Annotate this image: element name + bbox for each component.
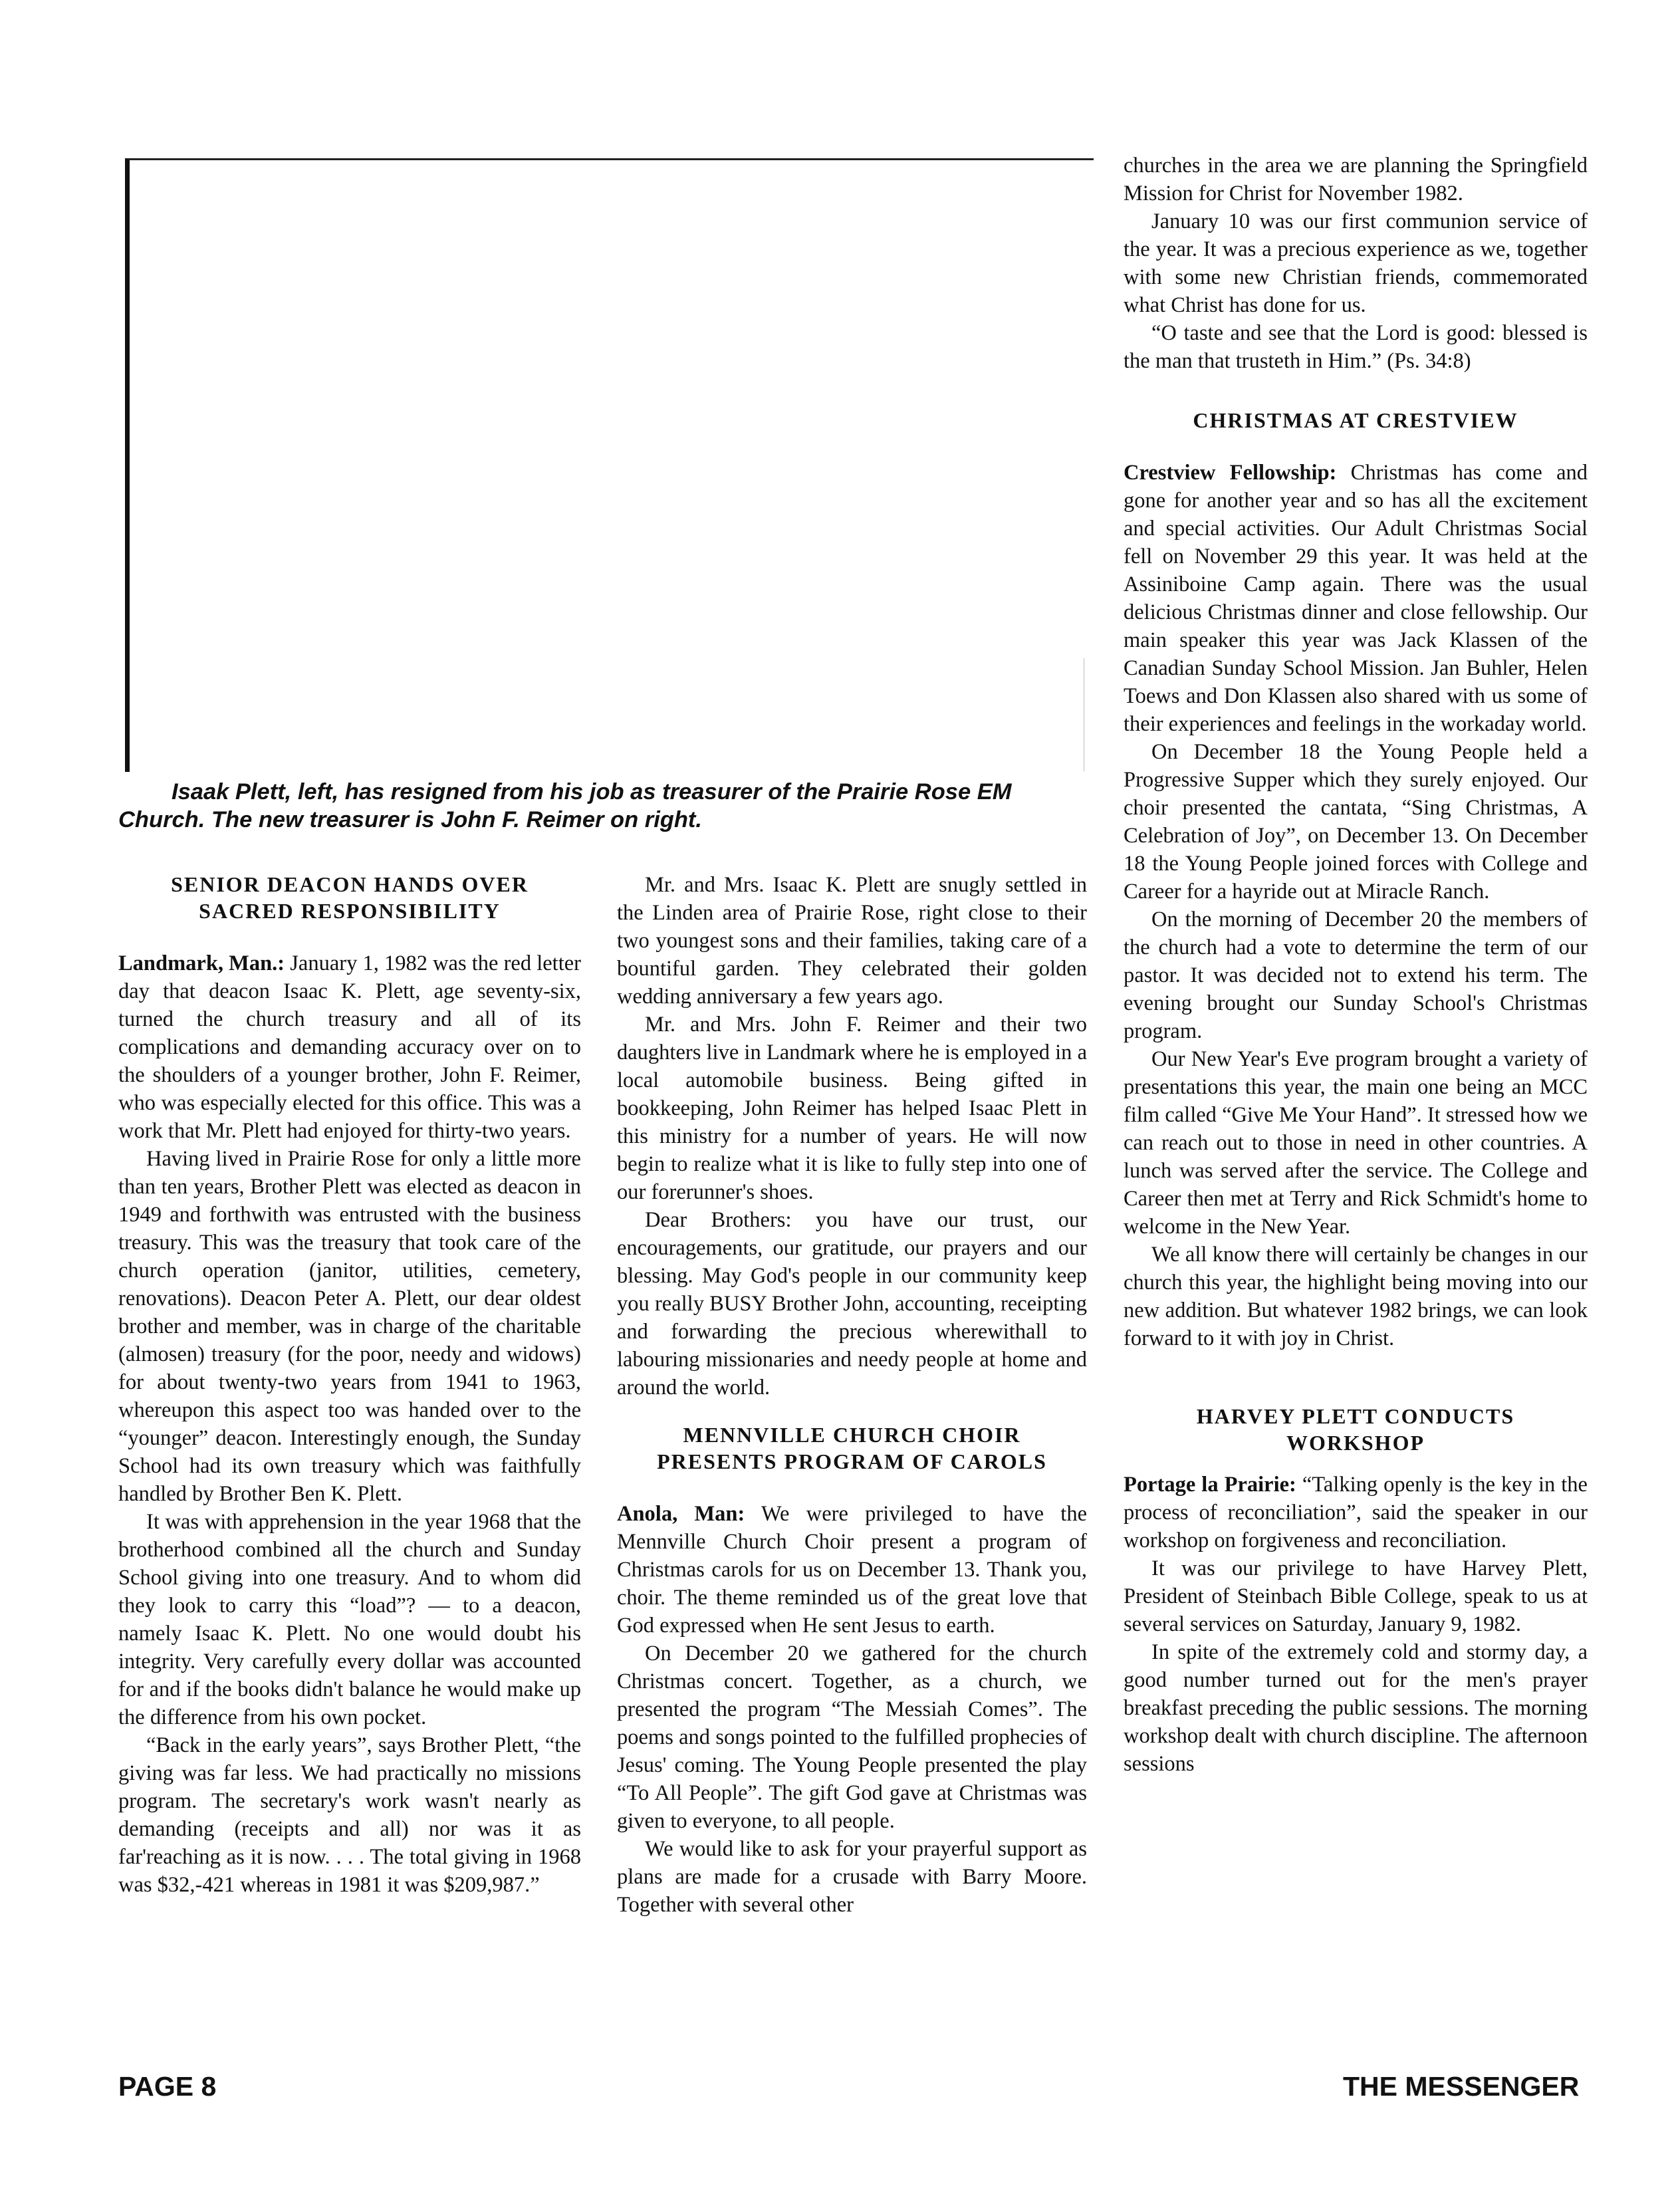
mennville-p1: Anola, Man: We were privileged to have the Mennville Church Choir present a program of Christmas carols for us on December 13. Thank you, choir. The theme reminded us of the great love that God expressed when He sent Jesus to earth.	[617, 1502, 1087, 1638]
senior-deacon-p7: Dear Brothers: you have our trust, our encouragements, our gratitude, our prayers and our blessing. May God's people in our community keep you really BUSY Brother John, accounting, receipting and forwarding the precious wherewithall to labouring missionaries and needy people at home and around the world.	[617, 1208, 1087, 1400]
crestview-p2: On December 18 the Young People held a Progressive Supper which they surely enjoyed. Our choir presented the cantata, “Sing Christmas, A Celebration of Joy”, on December 13. On December 18 the Young People joined forces with College and Career for a hayride out at Miracle Ranch.	[1124, 740, 1588, 904]
photo-frame	[125, 158, 1094, 772]
harvey-p1: Portage la Prairie: “Talking openly is the key in the process of reconciliation”, said the speaker in our workshop on forgiveness and reconciliation.	[1124, 1473, 1588, 1552]
senior-deacon-p3: It was with apprehension in the year 1968 that the brotherhood combined all the church and Sunday School giving into one treasury. And to whom did they look to carry this “load”? — to a deacon, namely Isaac K. Plett. No one would doubt his integrity. Very carefully every dollar was accounted for and if the books didn't balance he would make up the difference from his own pocket.	[118, 1510, 581, 1729]
crestview-title: CHRISTMAS AT CRESTVIEW	[1193, 408, 1518, 432]
senior-deacon-p2: Having lived in Prairie Rose for only a little more than ten years, Brother Plett was elected as deacon in 1949 and forthwith was entrusted with the business treasury. This was the treasury that took care of the church operation (janitor, utilities, cemetery, renovations). Deacon Peter A. Plett, our dear oldest brother and member, was in charge of the charitable (almosen) treasury (for the poor, needy and widows) for about twenty-two years from 1941 to 1963, whereupon this aspect too was handed over to the “younger” deacon. Interestingly enough, the Sunday School had its own treasury which was faithfully handled by Brother Ben K. Plett.	[118, 1147, 581, 1506]
senior-deacon-title: SENIOR DEACON HANDS OVER SACRED RESPONSIBILITY	[171, 872, 529, 923]
crestview-p3: On the morning of December 20 the members of the church had a vote to determine the term of our pastor. It was decided not to extend his term. The evening brought our Sunday School's Christmas program.	[1124, 908, 1588, 1043]
crestview-p4: Our New Year's Eve program brought a variety of presentations this year, the main one being an MCC film called “Give Me Your Hand”. It stressed how we can reach out to those in need in other countries. A lunch was served after the service. The College and Career then met at Terry and Rick Schmidt's home to welcome in the New Year.	[1124, 1047, 1588, 1239]
caption-line-1: Isaak Plett, left, has resigned from his job as treasurer of the Prairie Rose EM	[172, 779, 1012, 804]
caption-line-2: Church. The new treasurer is John F. Reimer on right.	[118, 807, 702, 832]
crestview-p5: We all know there will certainly be changes in our church this year, the highlight being moving into our new addition. But whatever 1982 brings, we can look forward to it with joy in Christ.	[1124, 1243, 1588, 1350]
senior-deacon-p6: Mr. and Mrs. John F. Reimer and their two daughters live in Landmark where he is employed in a local automobile business. Being gifted in bookkeeping, John Reimer has helped Isaac Plett in this ministry for a number of years. He will now begin to realize what it is like to fully step into one of our forerunner's shoes.	[617, 1013, 1087, 1204]
harvey-p3: In spite of the extremely cold and stormy day, a good number turned out for the men's prayer breakfast preceding the public sessions. The morning workshop dealt with church discipline. The afternoon sessions	[1124, 1640, 1588, 1776]
mennville-title: MENNVILLE CHURCH CHOIR PRESENTS PROGRAM OF CAROLS	[657, 1423, 1047, 1473]
senior-deacon-p1: Landmark, Man.: January 1, 1982 was the red letter day that deacon Isaac K. Plett, age seventy-six, turned the church treasury and all of its complications and demanding accuracy over on to the shoulders of a younger brother, John F. Reimer, who was especially elected for this office. This was a work that Mr. Plett had enjoyed for thirty-two years.	[118, 951, 581, 1143]
page-number: PAGE 8	[118, 2071, 217, 2102]
column-2	[617, 871, 1087, 1919]
mennville-p6: “O taste and see that the Lord is good: blessed is the man that trusteth in Him.” (Ps. 34:8)	[1124, 321, 1588, 373]
column-1	[118, 871, 581, 1899]
harvey-title: HARVEY PLETT CONDUCTS WORKSHOP	[1196, 1404, 1515, 1455]
publication-name: THE MESSENGER	[1343, 2071, 1580, 2102]
mennville-p3: We would like to ask for your prayerful support as plans are made for a crusade with Barry Moore. Together with several other	[617, 1837, 1087, 1917]
senior-deacon-p5: Mr. and Mrs. Isaac K. Plett are snugly settled in the Linden area of Prairie Rose, right close to their two youngest sons and their families, taking care of a bountiful garden. They celebrated their golden wedding anniversary a few years ago.	[617, 873, 1087, 1009]
photo-caption	[118, 778, 1096, 834]
mennville-p4: churches in the area we are planning the Springfield Mission for Christ for November 1982.	[1124, 154, 1588, 205]
crestview-p1: Crestview Fellowship: Christmas has come and gone for another year and so has all the excitement and special activities. Our Adult Christmas Social fell on November 29 this year. It was held at the Assiniboine Camp again. There was the usual delicious Christmas dinner and close fellowship. Our main speaker this year was Jack Klassen of the Canadian Sunday School Mission. Jan Buhler, Helen Toews and Don Klassen also shared with us some of their experiences and feelings in the workaday world.	[1124, 461, 1588, 736]
mennville-p5: January 10 was our first communion service of the year. It was a precious experience as we, together with some new Christian friends, commemorated what Christ has done for us.	[1124, 209, 1588, 317]
senior-deacon-p4: “Back in the early years”, says Brother Plett, “the giving was far less. We had practically no missions program. The secretary's work wasn't nearly as demanding (receipts and all) nor was it as far'reaching as it is now. . . . The total giving in 1968 was $32,-421 whereas in 1981 it was $209,987.”	[118, 1733, 581, 1897]
column-3	[1124, 152, 1588, 1778]
mennville-p2: On December 20 we gathered for the church Christmas concert. Together, as a church, we presented the program “The Messiah Comes”. The poems and songs pointed to the fulfilled prophecies of Jesus' coming. The Young People presented the play “To All People”. The gift God gave at Christmas was given to everyone, to all people.	[617, 1642, 1087, 1833]
harvey-p2: It was our privilege to have Harvey Plett, President of Steinbach Bible College, speak to us at several services on Saturday, January 9, 1982.	[1124, 1556, 1588, 1636]
